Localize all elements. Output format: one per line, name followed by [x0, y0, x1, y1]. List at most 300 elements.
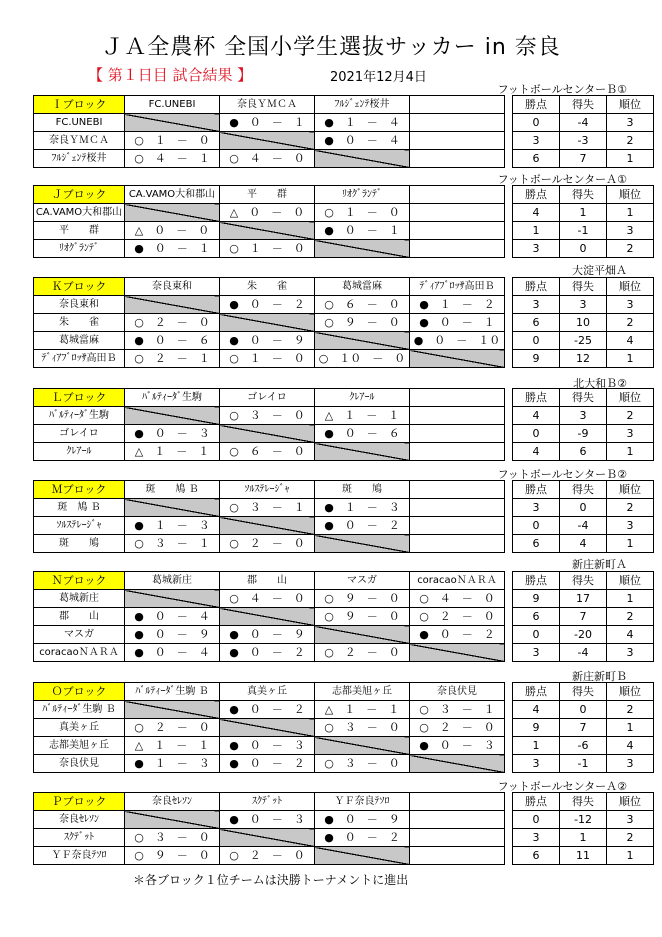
- row-team-name: 平 群: [34, 222, 125, 240]
- self-match-cell: [315, 535, 410, 553]
- spacer-cell: [505, 186, 513, 204]
- self-match-cell: [125, 499, 220, 517]
- empty-column: [410, 96, 505, 114]
- table-row: [34, 204, 654, 222]
- rank-value: 4: [607, 626, 654, 644]
- points-value: 0: [513, 517, 560, 535]
- row-team-name: 奈良ＹＭＣＡ: [34, 132, 125, 150]
- column-team-name: ﾊﾞﾙﾃｨｰﾀﾞ生駒: [125, 389, 220, 407]
- column-team-name: ｿﾙｽﾃﾚｰｼﾞｬ: [220, 481, 315, 499]
- table-row: [34, 296, 654, 314]
- match-result: ● ０ － ２: [220, 701, 315, 719]
- table-row: [34, 350, 654, 368]
- rank-value: 2: [607, 240, 654, 258]
- row-team-name: 奈良伏見: [34, 755, 125, 773]
- empty-cell: [410, 114, 505, 132]
- table-row: [34, 847, 654, 865]
- table-row: [34, 755, 654, 773]
- spacer-cell: [505, 608, 513, 626]
- header-row: [34, 683, 654, 701]
- goal-diff-value: 10: [560, 314, 607, 332]
- rank-value: 2: [607, 499, 654, 517]
- row-team-name: ＹＦ奈良ﾃｿﾛ: [34, 847, 125, 865]
- match-result: ○ ３ － ０: [315, 719, 410, 737]
- column-team-name: 志都美旭ヶ丘: [315, 683, 410, 701]
- row-team-name: FC.UNEBI: [34, 114, 125, 132]
- points-value: 0: [513, 332, 560, 350]
- spacer-cell: [505, 701, 513, 719]
- match-result: ○ １０ － ０: [315, 350, 410, 368]
- block-name: Ｍブロック: [34, 481, 125, 499]
- self-match-cell: [410, 350, 505, 368]
- goal-diff-value: -1: [560, 755, 607, 773]
- goal-diff-value: 7: [560, 719, 607, 737]
- venue-label: 大淀平畑Ａ: [572, 264, 627, 277]
- spacer-cell: [505, 572, 513, 590]
- rank-value: 3: [607, 755, 654, 773]
- spacer-cell: [505, 222, 513, 240]
- spacer-cell: [505, 314, 513, 332]
- match-result: △ １ － １: [125, 443, 220, 461]
- venue-label: 新庄新町Ｂ: [572, 670, 627, 683]
- match-result: ● ０ － ９: [125, 626, 220, 644]
- self-match-cell: [125, 296, 220, 314]
- points-value: 3: [513, 499, 560, 517]
- self-match-cell: [220, 314, 315, 332]
- block-table: [33, 388, 654, 461]
- spacer-cell: [505, 278, 513, 296]
- empty-cell: [410, 222, 505, 240]
- self-match-cell: [220, 425, 315, 443]
- page-title: ＪＡ全農杯 全国小学生選抜サッカー in 奈良: [101, 35, 561, 60]
- points-value: 9: [513, 719, 560, 737]
- points-value: 4: [513, 407, 560, 425]
- table-row: [34, 829, 654, 847]
- column-team-name: マスガ: [315, 572, 410, 590]
- match-result: ○ ２ － ０: [410, 608, 505, 626]
- column-team-name: 平 群: [220, 186, 315, 204]
- points-value: 4: [513, 204, 560, 222]
- rank-value: 3: [607, 517, 654, 535]
- points-value: 9: [513, 350, 560, 368]
- match-result: ○ ６ － ０: [220, 443, 315, 461]
- empty-cell: [410, 407, 505, 425]
- rank-value: 4: [607, 332, 654, 350]
- points-value: 6: [513, 150, 560, 168]
- match-result: ● ０ － ４: [315, 132, 410, 150]
- match-result: ● ０ － ２: [220, 755, 315, 773]
- spacer-cell: [505, 389, 513, 407]
- spacer-cell: [505, 626, 513, 644]
- venue-label: フットボールセンターＢ①: [497, 83, 627, 96]
- match-result: ○ ９ － ０: [315, 314, 410, 332]
- stat-header: 得失: [560, 572, 607, 590]
- table-row: [34, 314, 654, 332]
- table-row: [34, 150, 654, 168]
- rank-value: 2: [607, 407, 654, 425]
- stat-header: 勝点: [513, 96, 560, 114]
- goal-diff-value: 11: [560, 847, 607, 865]
- points-value: 6: [513, 847, 560, 865]
- goal-diff-value: -1: [560, 222, 607, 240]
- match-result: ○ ３ － １: [220, 499, 315, 517]
- block-name: Ｌブロック: [34, 389, 125, 407]
- empty-cell: [410, 829, 505, 847]
- match-result: △ １ － １: [315, 407, 410, 425]
- table-row: [34, 240, 654, 258]
- points-value: 0: [513, 811, 560, 829]
- points-value: 0: [513, 425, 560, 443]
- block-name: Ｉブロック: [34, 96, 125, 114]
- table-row: [34, 644, 654, 662]
- goal-diff-value: -4: [560, 517, 607, 535]
- goal-diff-value: 0: [560, 240, 607, 258]
- self-match-cell: [220, 222, 315, 240]
- table-row: [34, 114, 654, 132]
- venue-label: フットボールセンターＢ②: [497, 468, 627, 481]
- block-table: [33, 95, 654, 168]
- row-team-name: CA.VAMO大和郡山: [34, 204, 125, 222]
- match-result: ○ １ － ０: [220, 240, 315, 258]
- match-result: ○ ３ － ０: [220, 407, 315, 425]
- stat-header: 順位: [607, 572, 654, 590]
- stat-header: 得失: [560, 793, 607, 811]
- self-match-cell: [125, 590, 220, 608]
- match-result: ○ ２ － ０: [410, 719, 505, 737]
- self-match-cell: [220, 132, 315, 150]
- stat-header: 勝点: [513, 389, 560, 407]
- stat-header: 順位: [607, 683, 654, 701]
- table-row: [34, 626, 654, 644]
- match-result: ○ １ － ０: [125, 132, 220, 150]
- match-result: △ ０ － ０: [125, 222, 220, 240]
- block-table: [33, 277, 654, 368]
- goal-diff-value: -3: [560, 132, 607, 150]
- venue-label: 北大和Ｂ②: [573, 377, 627, 390]
- match-result: ● ０ － １: [220, 114, 315, 132]
- rank-value: 1: [607, 443, 654, 461]
- row-team-name: 葛城新庄: [34, 590, 125, 608]
- column-team-name: 葛城新庄: [125, 572, 220, 590]
- stat-header: 順位: [607, 389, 654, 407]
- match-result: ● ０ － ３: [220, 811, 315, 829]
- stat-header: 得失: [560, 481, 607, 499]
- match-result: ○ ３ － １: [410, 701, 505, 719]
- spacer-cell: [505, 499, 513, 517]
- spacer-cell: [505, 150, 513, 168]
- row-team-name: 真美ヶ丘: [34, 719, 125, 737]
- empty-column: [410, 389, 505, 407]
- match-result: ○ ４ － ０: [220, 150, 315, 168]
- row-team-name: ｸﾚｱｰﾙ: [34, 443, 125, 461]
- goal-diff-value: 1: [560, 204, 607, 222]
- match-result: ● ０ － ６: [125, 332, 220, 350]
- venue-label: フットボールセンターＡ①: [497, 173, 627, 186]
- points-value: 6: [513, 535, 560, 553]
- stat-header: 得失: [560, 96, 607, 114]
- goal-diff-value: 17: [560, 590, 607, 608]
- row-team-name: ﾊﾞﾙﾃｨｰﾀﾞ生駒: [34, 407, 125, 425]
- column-team-name: ﾃﾞｨｱﾌﾞﾛｯｻ高田Ｂ: [410, 278, 505, 296]
- column-team-name: FC.UNEBI: [125, 96, 220, 114]
- row-team-name: coracaoＮＡＲＡ: [34, 644, 125, 662]
- block-name: Ｐブロック: [34, 793, 125, 811]
- row-team-name: ﾊﾞﾙﾃｨｰﾀﾞ生駒 Ｂ: [34, 701, 125, 719]
- table-row: [34, 701, 654, 719]
- page-subtitle: 【 第１日目 試合結果 】: [88, 66, 253, 84]
- spacer-cell: [505, 737, 513, 755]
- spacer-cell: [505, 296, 513, 314]
- self-match-cell: [315, 240, 410, 258]
- header-row: [34, 186, 654, 204]
- match-result: ● ０ － ３: [410, 737, 505, 755]
- row-team-name: ﾘｵｸﾞﾗﾝﾃﾞ: [34, 240, 125, 258]
- match-result: ○ ９ － ０: [125, 847, 220, 865]
- match-result: ● １ － ２: [410, 296, 505, 314]
- goal-diff-value: -12: [560, 811, 607, 829]
- spacer-cell: [505, 590, 513, 608]
- self-match-cell: [410, 755, 505, 773]
- self-match-cell: [315, 150, 410, 168]
- rank-value: 2: [607, 314, 654, 332]
- goal-diff-value: -4: [560, 114, 607, 132]
- spacer-cell: [505, 350, 513, 368]
- goal-diff-value: -4: [560, 644, 607, 662]
- block-table: [33, 480, 654, 553]
- rank-value: 3: [607, 811, 654, 829]
- column-team-name: ﾊﾞﾙﾃｨｰﾀﾞ生駒 Ｂ: [125, 683, 220, 701]
- match-result: ● ０ － ２: [315, 517, 410, 535]
- column-team-name: 朱 雀: [220, 278, 315, 296]
- table-row: [34, 499, 654, 517]
- table-row: [34, 737, 654, 755]
- points-value: 0: [513, 114, 560, 132]
- rank-value: 3: [607, 114, 654, 132]
- match-result: ● ０ － １: [125, 240, 220, 258]
- stat-header: 勝点: [513, 683, 560, 701]
- goal-diff-value: -6: [560, 737, 607, 755]
- page-date: 2021年12月4日: [330, 70, 427, 85]
- match-result: △ １ － １: [125, 737, 220, 755]
- points-value: 0: [513, 626, 560, 644]
- goal-diff-value: 3: [560, 407, 607, 425]
- row-team-name: 斑 鳩: [34, 535, 125, 553]
- table-row: [34, 535, 654, 553]
- spacer-cell: [505, 443, 513, 461]
- rank-value: 2: [607, 132, 654, 150]
- spacer-cell: [505, 793, 513, 811]
- points-value: 9: [513, 590, 560, 608]
- stat-header: 勝点: [513, 481, 560, 499]
- points-value: 3: [513, 755, 560, 773]
- rank-value: 3: [607, 644, 654, 662]
- rank-value: 1: [607, 204, 654, 222]
- block-table: [33, 682, 654, 773]
- rank-value: 1: [607, 847, 654, 865]
- header-row: [34, 572, 654, 590]
- self-match-cell: [315, 626, 410, 644]
- match-result: ○ ２ － １: [125, 350, 220, 368]
- match-result: ● ０ － ２: [315, 829, 410, 847]
- points-value: 3: [513, 240, 560, 258]
- empty-cell: [410, 425, 505, 443]
- self-match-cell: [125, 204, 220, 222]
- row-team-name: ﾃﾞｨｱﾌﾞﾛｯｻ高田Ｂ: [34, 350, 125, 368]
- header-row: [34, 793, 654, 811]
- match-result: ● ０ － ２: [410, 626, 505, 644]
- stat-header: 勝点: [513, 186, 560, 204]
- table-row: [34, 222, 654, 240]
- empty-cell: [410, 847, 505, 865]
- spacer-cell: [505, 847, 513, 865]
- rank-value: 3: [607, 222, 654, 240]
- points-value: 4: [513, 443, 560, 461]
- spacer-cell: [505, 829, 513, 847]
- self-match-cell: [220, 608, 315, 626]
- column-team-name: ﾌﾙｼﾞｪﾝﾃ桜井: [315, 96, 410, 114]
- points-value: 3: [513, 132, 560, 150]
- row-team-name: 斑 鳩 Ｂ: [34, 499, 125, 517]
- goal-diff-value: 6: [560, 443, 607, 461]
- empty-column: [410, 793, 505, 811]
- table-row: [34, 132, 654, 150]
- self-match-cell: [125, 811, 220, 829]
- stat-header: 順位: [607, 96, 654, 114]
- empty-column: [410, 186, 505, 204]
- column-team-name: coracaoＮＡＲＡ: [410, 572, 505, 590]
- rank-value: 4: [607, 737, 654, 755]
- match-result: ● ０ － １: [410, 314, 505, 332]
- column-team-name: 奈良ＹＭＣＡ: [220, 96, 315, 114]
- rank-value: 1: [607, 150, 654, 168]
- match-result: ● ０ － ９: [315, 811, 410, 829]
- venue-label: フットボールセンターＡ②: [497, 780, 627, 793]
- spacer-cell: [505, 425, 513, 443]
- column-team-name: 斑 鳩 Ｂ: [125, 481, 220, 499]
- spacer-cell: [505, 204, 513, 222]
- rank-value: 1: [607, 350, 654, 368]
- rank-value: 2: [607, 701, 654, 719]
- empty-cell: [410, 535, 505, 553]
- points-value: 1: [513, 737, 560, 755]
- table-row: [34, 425, 654, 443]
- match-result: ○ ３ － １: [125, 535, 220, 553]
- empty-cell: [410, 443, 505, 461]
- match-result: ● ０ － １０: [410, 332, 505, 350]
- rank-value: 2: [607, 608, 654, 626]
- goal-diff-value: 4: [560, 535, 607, 553]
- match-result: ○ ３ － ０: [125, 829, 220, 847]
- goal-diff-value: 3: [560, 296, 607, 314]
- stat-header: 勝点: [513, 793, 560, 811]
- rank-value: 3: [607, 425, 654, 443]
- match-result: ● ０ － ９: [220, 626, 315, 644]
- table-row: [34, 811, 654, 829]
- spacer-cell: [505, 481, 513, 499]
- column-team-name: ｽｸﾃﾞｯﾄ: [220, 793, 315, 811]
- spacer-cell: [505, 407, 513, 425]
- stat-header: 順位: [607, 278, 654, 296]
- match-result: ○ ２ － ０: [125, 314, 220, 332]
- row-team-name: ｽｸﾃﾞｯﾄ: [34, 829, 125, 847]
- match-result: ○ ４ － ０: [220, 590, 315, 608]
- table-row: [34, 608, 654, 626]
- self-match-cell: [315, 847, 410, 865]
- stat-header: 得失: [560, 683, 607, 701]
- row-team-name: 朱 雀: [34, 314, 125, 332]
- match-result: ○ ９ － ０: [315, 590, 410, 608]
- match-result: ● ０ － ３: [125, 425, 220, 443]
- spacer-cell: [505, 719, 513, 737]
- table-row: [34, 719, 654, 737]
- points-value: 3: [513, 829, 560, 847]
- empty-cell: [410, 204, 505, 222]
- self-match-cell: [125, 114, 220, 132]
- goal-diff-value: -25: [560, 332, 607, 350]
- self-match-cell: [125, 701, 220, 719]
- match-result: △ １ － １: [315, 701, 410, 719]
- venue-label: 新庄新町Ａ: [572, 558, 627, 571]
- match-result: ○ ２ － ０: [125, 719, 220, 737]
- empty-cell: [410, 150, 505, 168]
- rank-value: 2: [607, 829, 654, 847]
- self-match-cell: [220, 719, 315, 737]
- row-team-name: マスガ: [34, 626, 125, 644]
- spacer-cell: [505, 517, 513, 535]
- self-match-cell: [315, 737, 410, 755]
- row-team-name: 奈良東和: [34, 296, 125, 314]
- block-name: Ｋブロック: [34, 278, 125, 296]
- block-name: Ｏブロック: [34, 683, 125, 701]
- column-team-name: 真美ヶ丘: [220, 683, 315, 701]
- rank-value: 3: [607, 296, 654, 314]
- match-result: ● ０ － １: [315, 222, 410, 240]
- match-result: ○ １ － ０: [220, 350, 315, 368]
- column-team-name: 奈良伏見: [410, 683, 505, 701]
- rank-value: 1: [607, 535, 654, 553]
- points-value: 3: [513, 644, 560, 662]
- match-result: ● １ － ３: [125, 517, 220, 535]
- stat-header: 順位: [607, 793, 654, 811]
- column-team-name: 斑 鳩: [315, 481, 410, 499]
- self-match-cell: [410, 644, 505, 662]
- match-result: ○ ４ － ０: [410, 590, 505, 608]
- table-row: [34, 443, 654, 461]
- row-team-name: ｿﾙｽﾃﾚｰｼﾞｬ: [34, 517, 125, 535]
- spacer-cell: [505, 683, 513, 701]
- goal-diff-value: 1: [560, 829, 607, 847]
- stat-header: 勝点: [513, 278, 560, 296]
- column-team-name: 葛城當麻: [315, 278, 410, 296]
- goal-diff-value: 0: [560, 499, 607, 517]
- match-result: ○ １ － ０: [315, 204, 410, 222]
- goal-diff-value: -20: [560, 626, 607, 644]
- table-row: [34, 590, 654, 608]
- match-result: ● １ － ３: [125, 755, 220, 773]
- empty-column: [410, 481, 505, 499]
- footnote: ＊各ブロック１位チームは決勝トーナメントに進出: [133, 873, 409, 887]
- self-match-cell: [220, 829, 315, 847]
- spacer-cell: [505, 96, 513, 114]
- row-team-name: ゴレイロ: [34, 425, 125, 443]
- points-value: 1: [513, 222, 560, 240]
- match-result: ● ０ － ６: [315, 425, 410, 443]
- spacer-cell: [505, 332, 513, 350]
- spacer-cell: [505, 535, 513, 553]
- column-team-name: 奈良東和: [125, 278, 220, 296]
- match-result: ● ０ － ３: [220, 737, 315, 755]
- column-team-name: ｸﾚｱｰﾙ: [315, 389, 410, 407]
